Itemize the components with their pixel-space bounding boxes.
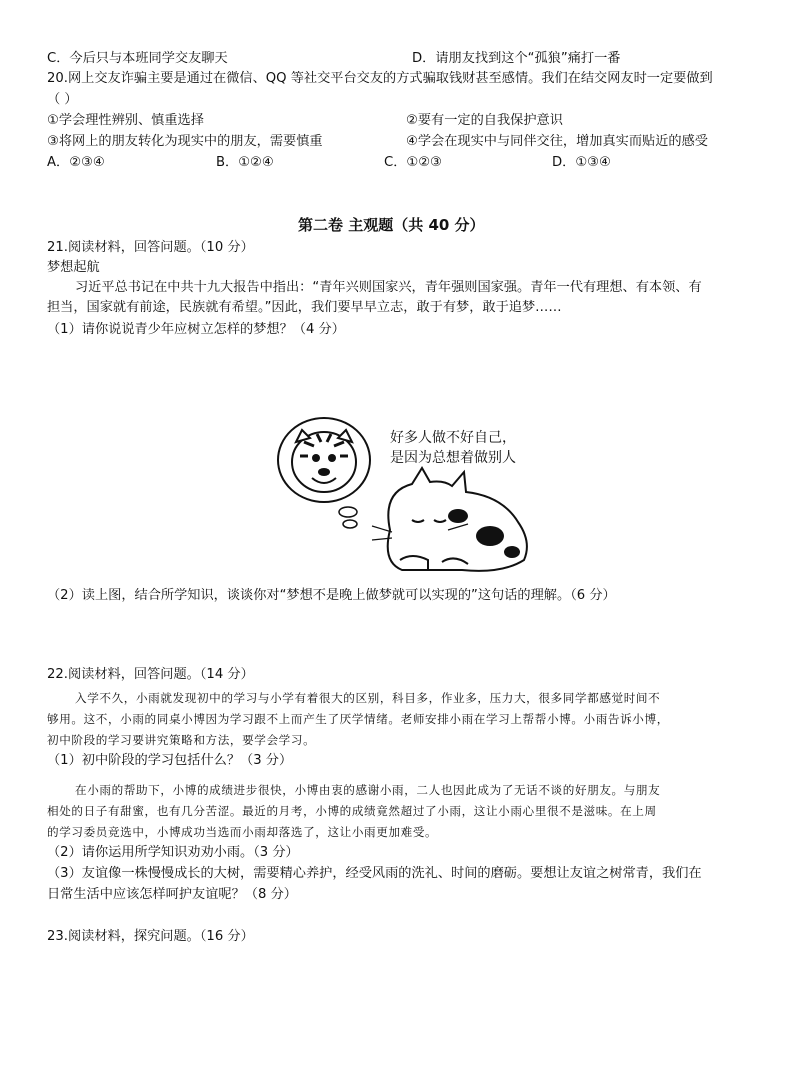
q19-option-d: D．请朋友找到这个“孤狼”痛打一番 <box>412 51 621 66</box>
cartoon-caption-line-1: 好多人做不好自己， <box>390 430 516 446</box>
q20-option-a: A．②③④ <box>47 155 105 170</box>
q20-option-d: D．①③④ <box>552 155 611 170</box>
q21-paragraph-line-2: 担当，国家就有前途，民族就有希望。”因此，我们要早早立志，敢于有梦，敢于追梦…… <box>47 300 562 315</box>
q23-header: 23.阅读材料，探究问题。（16 分） <box>47 929 254 944</box>
q20-item-4: ④学会在现实中与同伴交往，增加真实而贴近的感受 <box>406 134 708 149</box>
q21-paragraph-line-1: 习近平总书记在中共十九大报告中指出：“青年兴则国家兴，青年强则国家强。青年一代有理想、有本领、有 <box>75 280 702 295</box>
q22-paragraph-a-line-2: 够用。这不，小雨的同桌小博因为学习跟不上而产生了厌学情绪。老师安排小雨在学习上帮帮小博。小雨告诉小博， <box>47 712 669 726</box>
q20-answer-blank: （ ） <box>47 92 78 107</box>
q20-stem: 20.网上交友诈骗主要是通过在微信、QQ 等社交平台交友的方式骗取钱财甚至感情。我们在结交网友时一定要做到 <box>47 71 713 86</box>
q20-option-b: B．①②④ <box>216 155 274 170</box>
cartoon-caption-line-2: 是因为总想着做别人 <box>390 450 516 466</box>
q22-paragraph-a-line-3: 初中阶段的学习要讲究策略和方法，要学会学习。 <box>47 733 316 747</box>
q21-header: 21.阅读材料，回答问题。（10 分） <box>47 240 254 255</box>
q20-option-c: C．①②③ <box>384 155 442 170</box>
q22-header: 22.阅读材料，回答问题。（14 分） <box>47 667 254 682</box>
q22-paragraph-b-line-1: 在小雨的帮助下，小博的成绩进步很快，小博由衷的感谢小雨，二人也因此成为了无话不谈的好朋友。与朋友 <box>75 783 661 797</box>
q20-item-2: ②要有一定的自我保护意识 <box>406 113 563 128</box>
tiger-face-icon <box>292 430 356 492</box>
q22-paragraph-a-line-1: 入学不久，小雨就发现初中的学习与小学有着很大的区别，科目多，作业多，压力大，很多同学都感觉时间不 <box>75 691 661 705</box>
q21-question-1: （1）请你说说青少年应树立怎样的梦想？（4 分） <box>47 322 345 337</box>
q22-question-2: （2）请你运用所学知识劝劝小雨。（3 分） <box>47 845 299 860</box>
q22-question-1: （1）初中阶段的学习包括什么？（3 分） <box>47 753 293 768</box>
q20-item-3: ③将网上的朋友转化为现实中的朋友，需要慎重 <box>47 134 323 149</box>
q21-subtitle: 梦想起航 <box>47 260 100 275</box>
section-title: 第二卷 主观题（共 40 分） <box>298 216 485 234</box>
q21-question-2: （2）读上图，结合所学知识，谈谈你对“梦想不是晚上做梦就可以实现的”这句话的理解。（6 分） <box>47 588 616 603</box>
q22-question-3-line-2: 日常生活中应该怎样呵护友谊呢？（8 分） <box>47 887 297 902</box>
q22-paragraph-b-line-3: 的学习委员竞选中，小博成功当选而小雨却落选了，这让小雨更加难受。 <box>47 825 438 839</box>
q20-item-1: ①学会理性辨别、慎重选择 <box>47 113 204 128</box>
q22-question-3-line-1: （3）友谊像一株慢慢成长的大树，需要精心养护，经受风雨的洗礼、时间的磨砺。要想让友谊之树常青，我们在 <box>47 866 702 881</box>
q19-option-c: C．今后只与本班同学交友聊天 <box>47 51 228 66</box>
cartoon-illustration <box>272 412 542 582</box>
q22-paragraph-b-line-2: 相处的日子有甜蜜，也有几分苦涩。最近的月考，小博的成绩竟然超过了小雨，这让小雨心里很不是滋味。在上周 <box>47 804 657 818</box>
sleeping-cat-icon <box>372 468 527 571</box>
